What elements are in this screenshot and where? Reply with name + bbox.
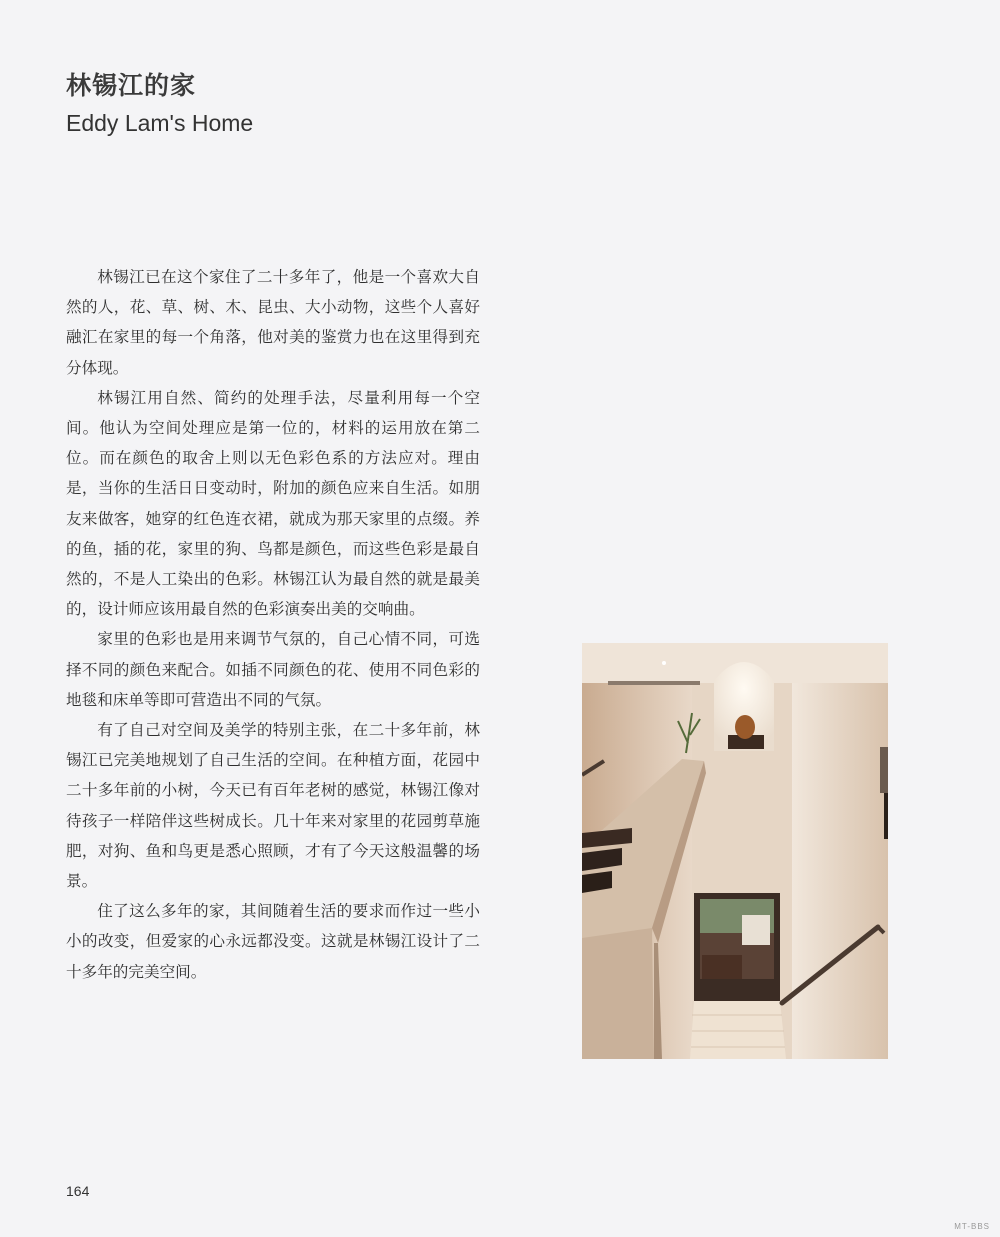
article-body <box>66 262 480 987</box>
paragraph: 林锡江用自然、简约的处理手法，尽量利用每一个空间。他认为空间处理应是第一位的，材料的运用放在第二位。而在颜色的取舍上则以无色彩色系的方法应对。理由是，当你的生活日日变动时，附加的颜色应来自生活。如朋友来做客，她穿的红色连衣裙，就成为那天家里的点缀。养的鱼，插的花，家里的狗、鸟都是颜色，而这些色彩是最自然的，不是人工染出的色彩。林锡江认为最自然的就是最美的，设计师应该用最自然的色彩演奏出美的交响曲。 <box>66 388 480 619</box>
paragraph: 林锡江已在这个家住了二十多年了，他是一个喜欢大自然的人，花、草、树、木、昆虫、大小动物，这些个人喜好融汇在家里的每一个角落，他对美的鉴赏力也在这里得到充分体现。 <box>66 268 480 377</box>
paragraph: 有了自己对空间及美学的特别主张，在二十多年前，林锡江已完美地规划了自己生活的空间。在种植方面，花园中二十多年前的小树，今天已有百年老树的感觉，林锡江像对待孩子一样陪伴这些树成长。几十年来对家里的花园剪草施肥，对狗、鱼和鸟更是悉心照顾，才有了今天这般温馨的场景。 <box>66 721 480 891</box>
staircase-photo <box>582 643 888 1059</box>
page-title-chinese: 林锡江的家 <box>66 71 197 100</box>
paragraph: 住了这么多年的家，其间随着生活的要求而作过一些小小的改变，但爱家的心永远都没变。这就是林锡江设计了二十多年的完美空间。 <box>66 902 480 981</box>
page-title-english: Eddy Lam's Home <box>66 110 254 136</box>
paragraph: 家里的色彩也是用来调节气氛的，自己心情不同，可选择不同的颜色来配合。如插不同颜色的花、使用不同色彩的地毯和床单等即可营造出不同的气氛。 <box>66 630 480 709</box>
watermark: MT-BBS <box>954 1222 990 1231</box>
page-number: 164 <box>66 1183 90 1199</box>
